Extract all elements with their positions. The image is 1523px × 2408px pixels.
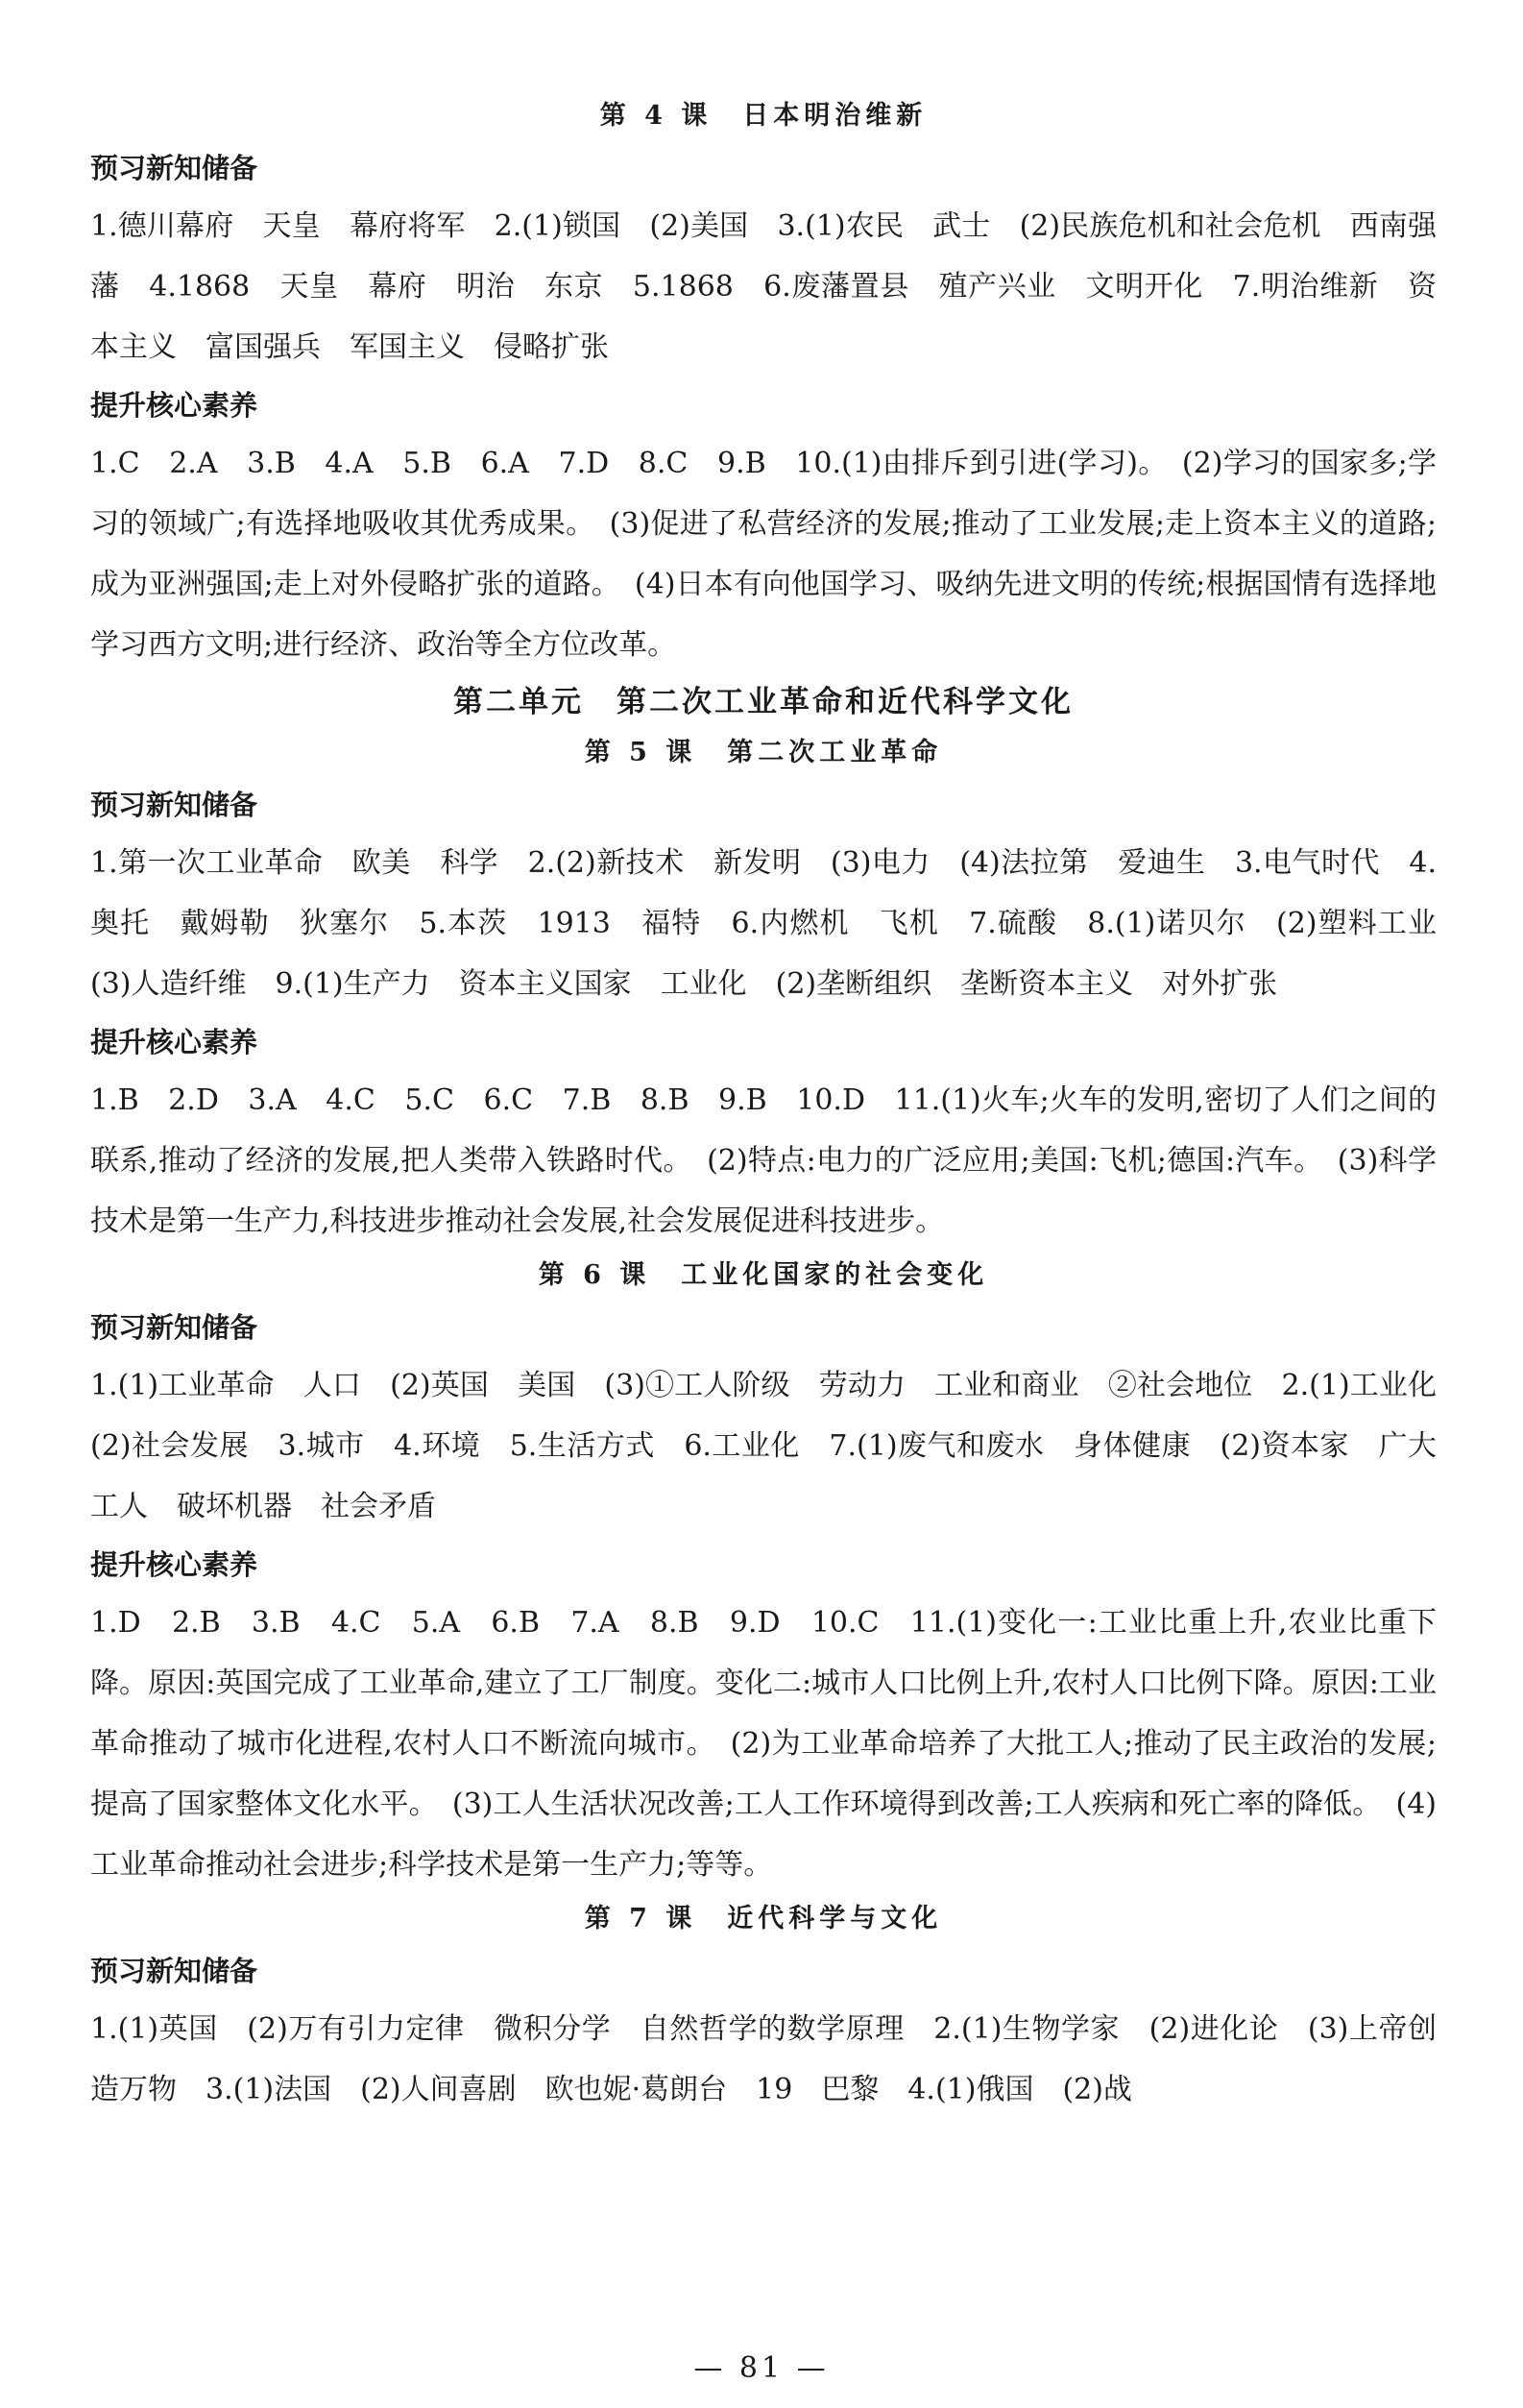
- lesson-4-preview-answers: 1.德川幕府 天皇 幕府将军 2.(1)锁国 (2)美国 3.(1)农民 武士 (2)民族危机和社会危机 西南强藩 4.1868 天皇 幕府 明治 东京 5.1868 6.废藩置县 殖产兴业 文明开化 7.明治维新 资本主义 富国强兵 军国主义 侵略扩张: [90, 209, 1437, 364]
- lesson-5-title: 第 5 课 第二次工业革命: [584, 738, 943, 767]
- lesson-7-preview-heading: 预习新知储备: [90, 1955, 258, 1987]
- page-number: — 81 —: [693, 2351, 830, 2385]
- lesson-5-core-heading: 提升核心素养: [90, 1026, 258, 1058]
- lesson-7-preview-answers: 1.(1)英国 (2)万有引力定律 微积分学 自然哲学的数学原理 2.(1)生物学家 (2)进化论 (3)上帝创造万物 3.(1)法国 (2)人间喜剧 欧也妮·葛朗台 19 巴黎 4.(1)俄国 (2)战: [90, 2012, 1437, 2106]
- lesson-4-title: 第 4 课 日本明治维新: [599, 101, 928, 131]
- lesson-5-core-answers: 1.B 2.D 3.A 4.C 5.C 6.C 7.B 8.B 9.B 10.D 11.(1)火车;火车的发明,密切了人们之间的联系,推动了经济的发展,把人类带入铁路时代。 (2)特点:电力的广泛应用;美国:飞机;德国:汽车。 (3)科学技术是第一生产力,科技进步推动社会发展,社会发展促进科技进步。: [90, 1083, 1437, 1238]
- lesson-4-preview-heading: 预习新知储备: [90, 152, 258, 184]
- lesson-6-title: 第 6 课 工业化国家的社会变化: [538, 1260, 989, 1290]
- lesson-6-core-answers: 1.D 2.B 3.B 4.C 5.A 6.B 7.A 8.B 9.D 10.C 11.(1)变化一:工业比重上升,农业比重下降。原因:英国完成了工业革命,建立了工厂制度。变化二:城市人口比例上升,农村人口比例下降。原因:工业革命推动了城市化进程,农村人口不断流向城市。 (2)为工业革命培养了大批工人;推动了民主政治的发展;提高了国家整体文化水平。 (3)工人生活状况改善;工人工作环境得到改善;工人疾病和死亡率的降低。 (4)工业革命推动社会进步;科学技术是第一生产力;等等。: [90, 1606, 1437, 1882]
- unit-2-title: 第二单元 第二次工业革命和近代科学文化: [453, 685, 1074, 719]
- lesson-5-preview-answers: 1.第一次工业革命 欧美 科学 2.(2)新技术 新发明 (3)电力 (4)法拉第 爱迪生 3.电气时代 4.奥托 戴姆勒 狄塞尔 5.本茨 1913 福特 6.内燃机 飞机 7.硫酸 8.(1)诺贝尔 (2)塑料工业 (3)人造纤维 9.(1)生产力 资本主义国家 工业化 (2)垄断组织 垄断资本主义 对外扩张: [90, 846, 1465, 1001]
- lesson-6-core-heading: 提升核心素养: [90, 1548, 258, 1581]
- lesson-4-core-heading: 提升核心素养: [90, 389, 258, 422]
- lesson-6-preview-heading: 预习新知储备: [90, 1311, 258, 1344]
- lesson-7-title: 第 7 课 近代科学与文化: [584, 1904, 943, 1934]
- lesson-6-preview-answers: 1.(1)工业革命 人口 (2)英国 美国 (3)①工人阶级 劳动力 工业和商业 ②社会地位 2.(1)工业化 (2)社会发展 3.城市 4.环境 5.生活方式 6.工业化 7.(1)废气和废水 身体健康 (2)资本家 广大工人 破坏机器 社会矛盾: [90, 1369, 1465, 1523]
- lesson-5-preview-heading: 预习新知储备: [90, 789, 258, 821]
- lesson-4-core-answers: 1.C 2.A 3.B 4.A 5.B 6.A 7.D 8.C 9.B 10.(1)由排斥到引进(学习)。 (2)学习的国家多;学习的领域广;有选择地吸收其优秀成果。 (3)促进了私营经济的发展;推动了工业发展;走上资本主义的道路;成为亚洲强国;走上对外侵略扩张的道路。 (4)日本有向他国学习、吸纳先进文明的传统;根据国情有选择地学习西方文明;进行经济、政治等全方位改革。: [90, 447, 1437, 662]
